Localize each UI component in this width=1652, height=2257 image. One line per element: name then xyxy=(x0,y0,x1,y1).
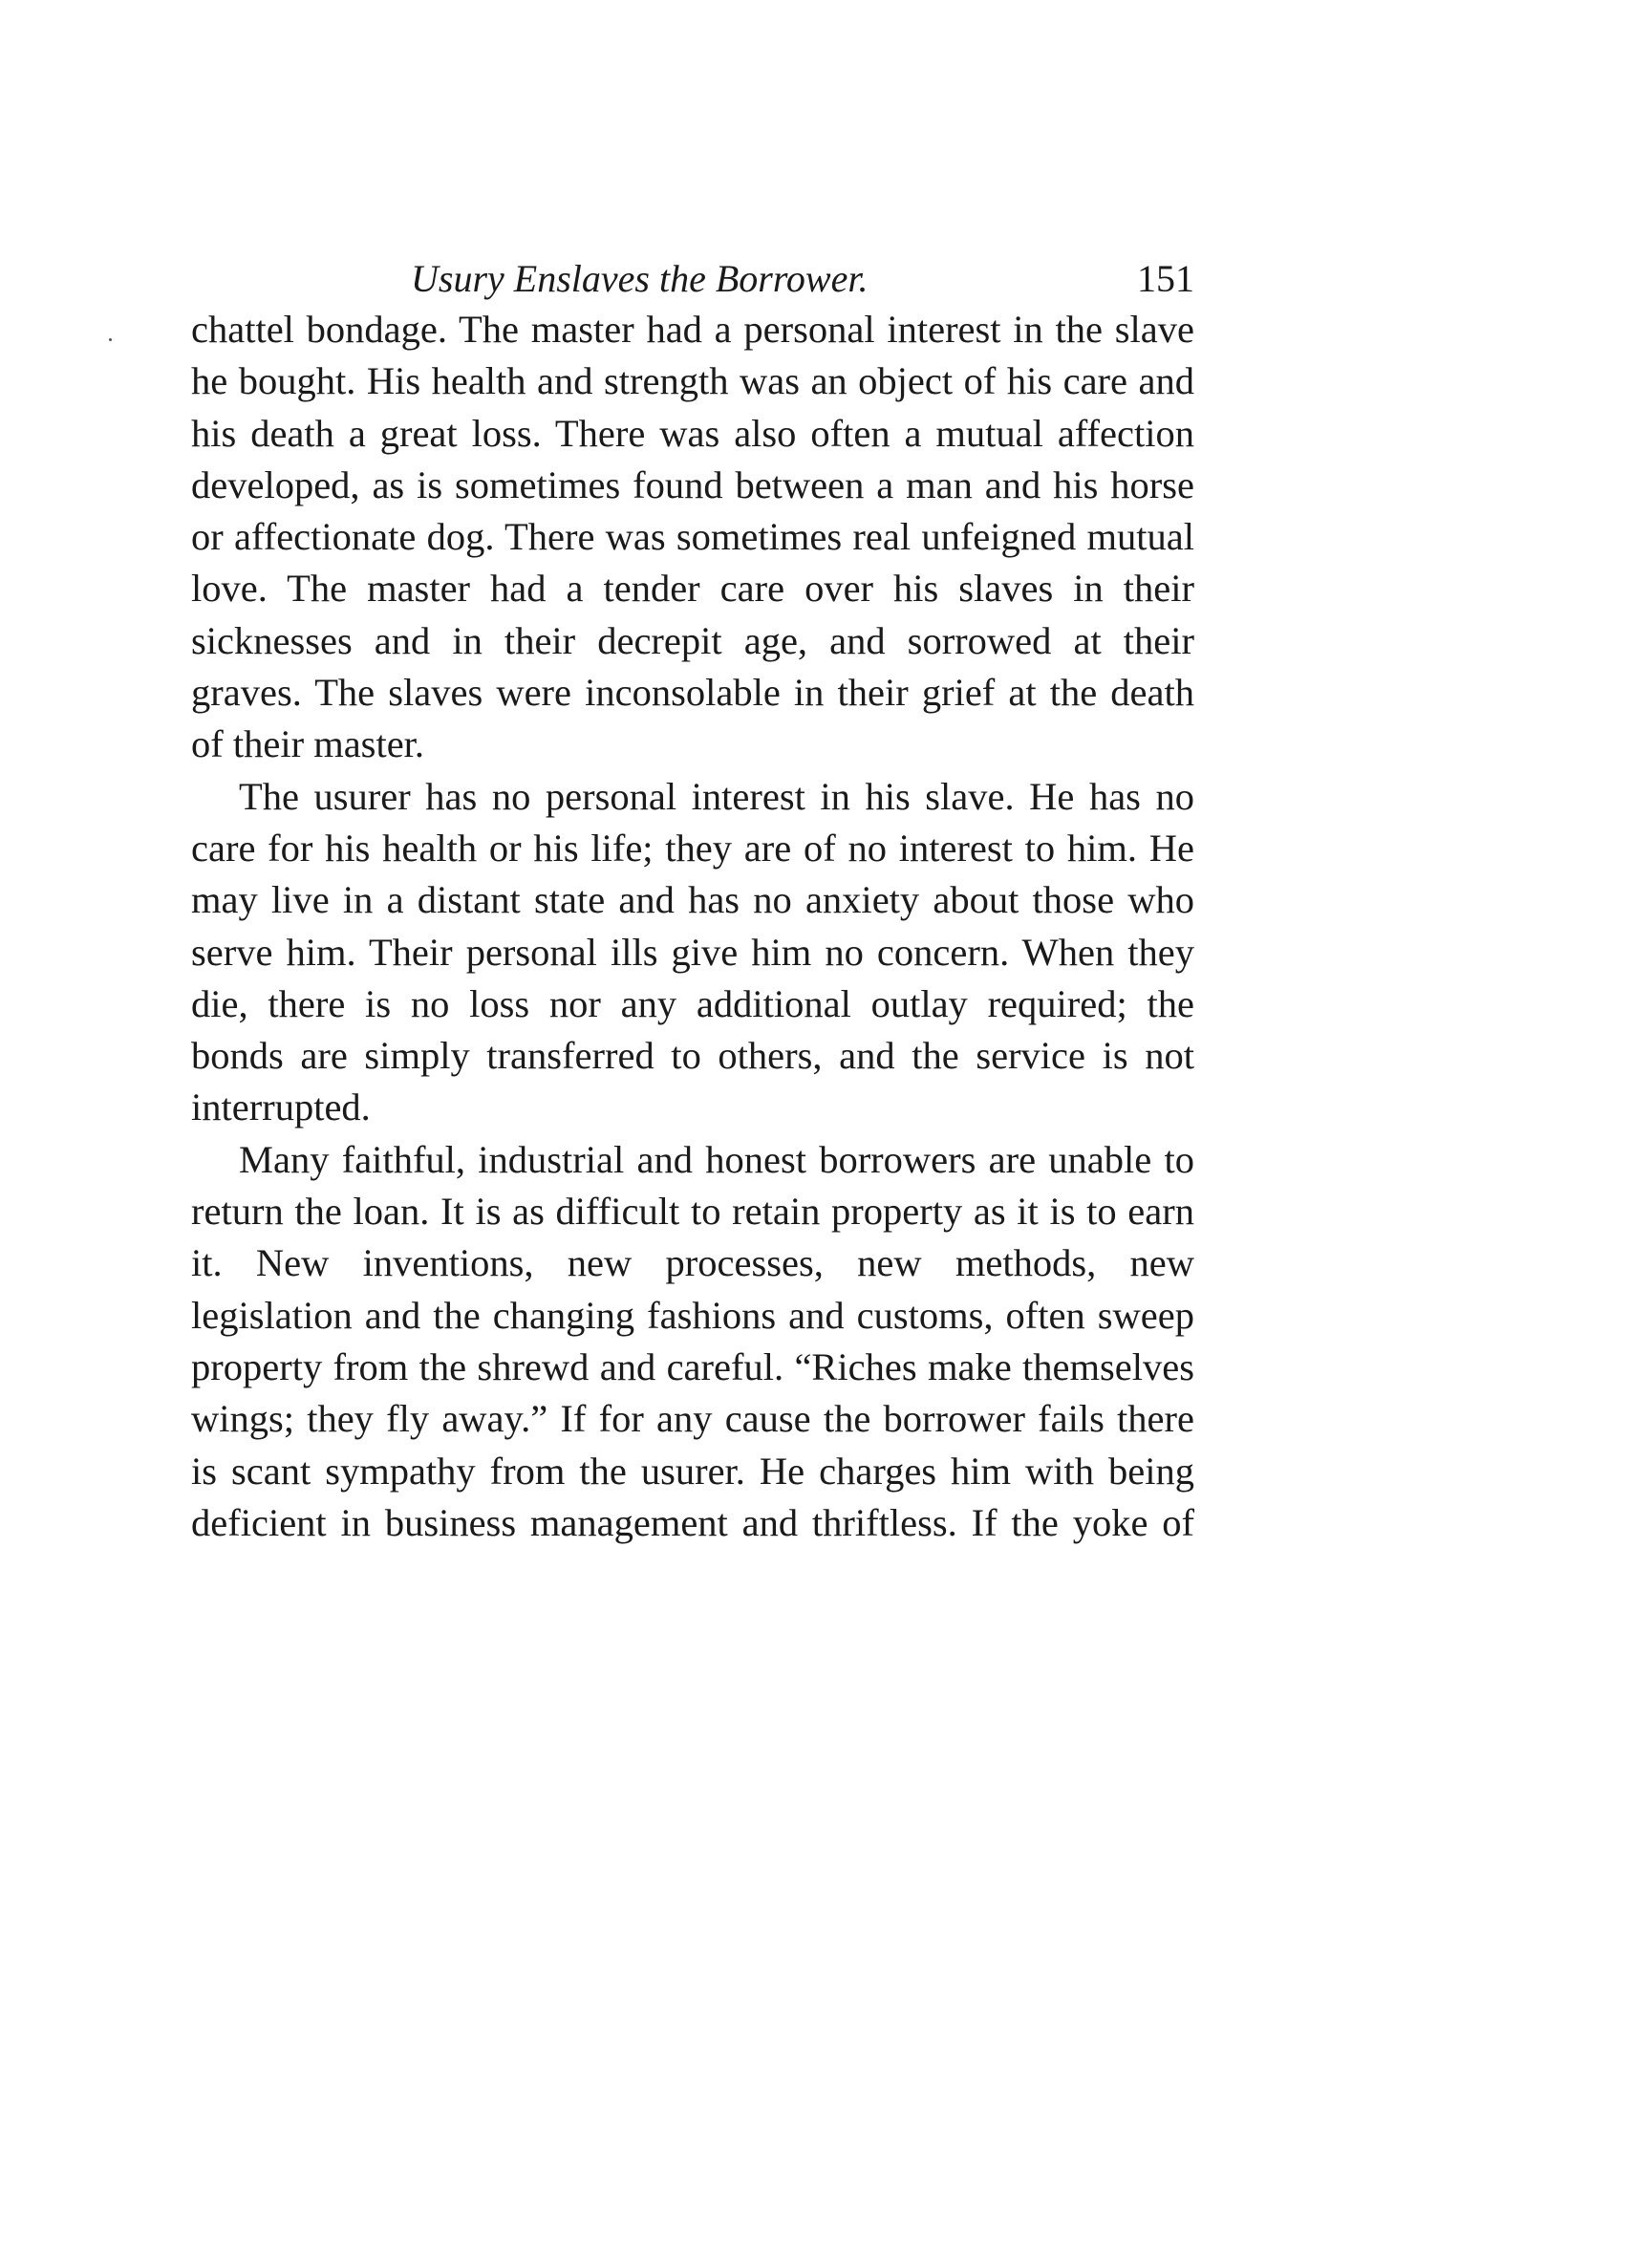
print-speck xyxy=(109,338,112,341)
body-text xyxy=(191,304,1194,1549)
paragraph-faithful-borrowers: Many faithful, industrial and honest borrowers are unable to return the loan. It is as difficult to retain property as it is to earn it. New inventions, new processes, new methods, new legislation and the changing fashions and customs, often sweep property from the shrewd and careful. “Riches make themselves wings; they fly away.” If for any cause the borrower fails there is scant sympathy from the usurer. He charges him with being deficient in business management and thriftless. If the yoke of xyxy=(191,1137,1194,1544)
page-number: 151 xyxy=(1137,257,1194,300)
paragraph-continuation: chattel bondage. The master had a personal interest in the slave he bought. His health and strength was an object of his care and his death a great loss. There was also often a mutual affection developed, as is sometimes found between a man and his horse or affectionate dog. There was sometimes real unfeigned mutual love. The master had a tender care over his slaves in their sicknesses and in their decrepit age, and sorrowed at their graves. The slaves were inconsolable in their grief at the death of their master. xyxy=(191,308,1194,766)
running-head xyxy=(191,250,1194,308)
running-title: Usury Enslaves the Borrower. xyxy=(411,257,869,300)
paragraph-usurer-interest: The usurer has no personal interest in his slave. He has no care for his health or his life; they are of no interest to him. He may live in a distant state and has no anxiety about those who serve him. Their personal ills give him no concern. When they die, there is no loss nor any additional outlay required; the bonds are simply transferred to others, and the service is not interrupted. xyxy=(191,774,1194,1129)
